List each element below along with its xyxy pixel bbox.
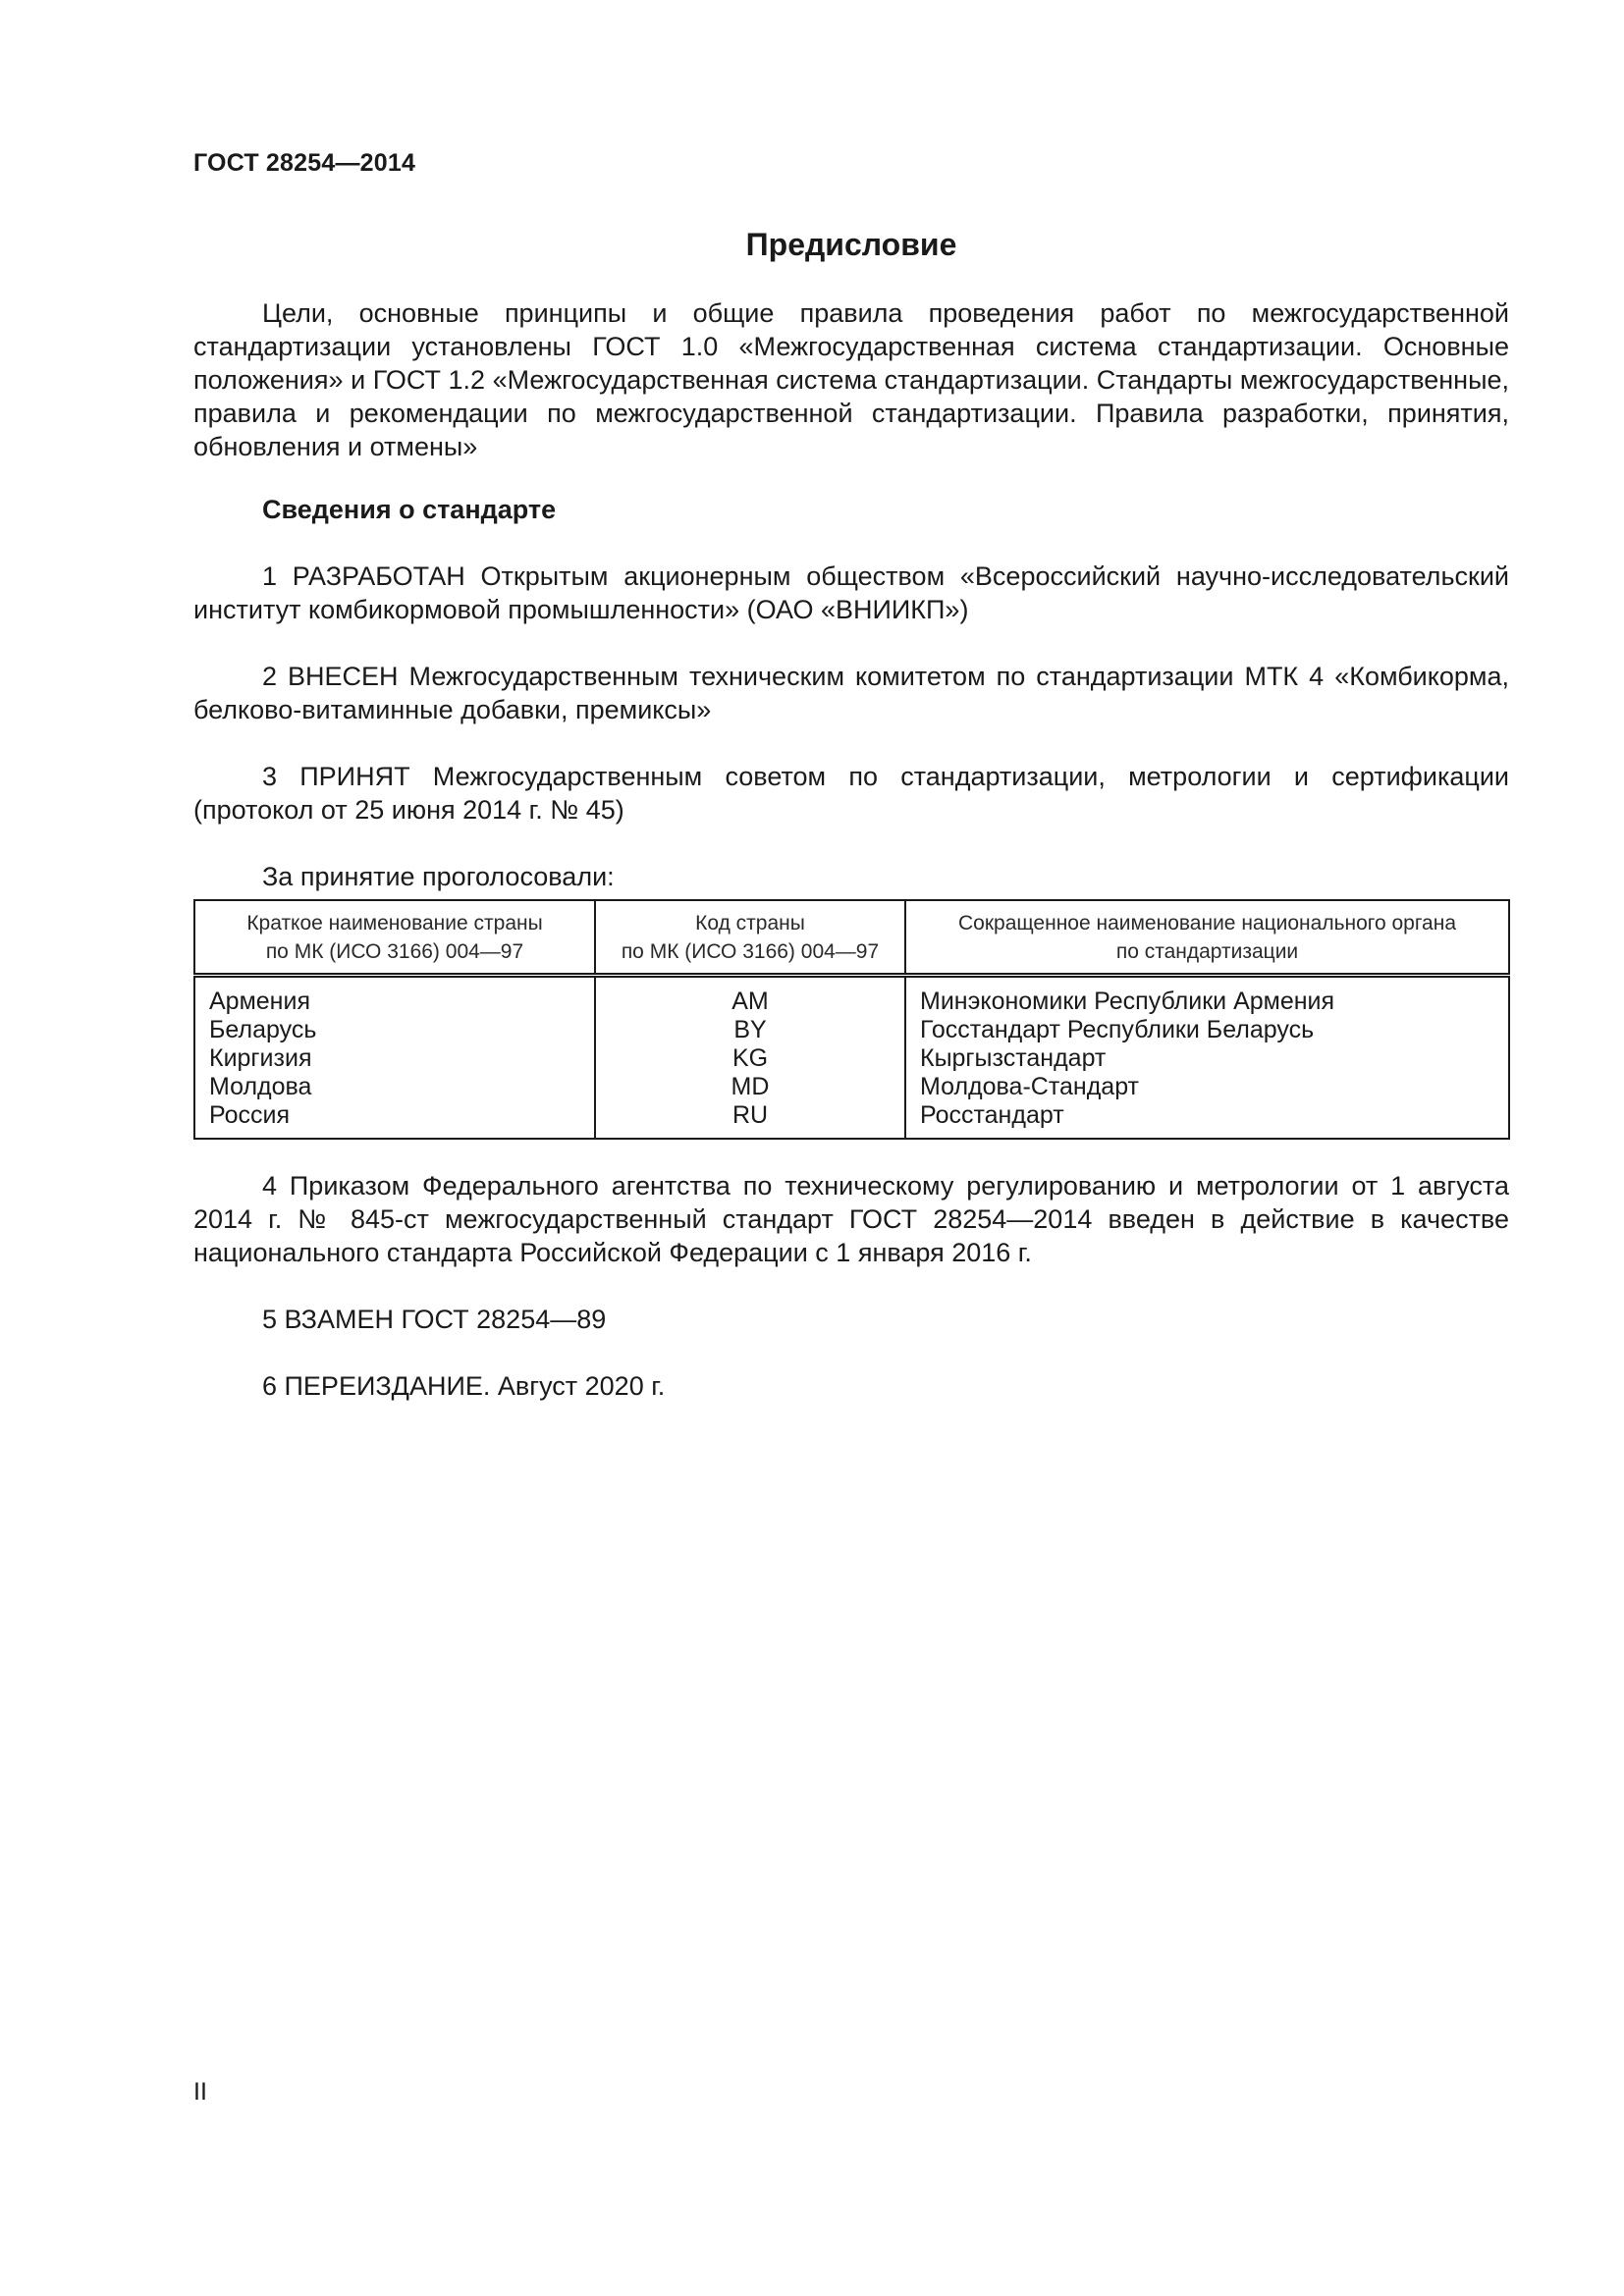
item-adopted: 3 ПРИНЯТ Межгосударственным советом по стандартизации, метрологии и сертификации (протокол от 25 июня 2014 г. № 45): [193, 762, 1509, 825]
country-name-cell: Беларусь: [194, 1016, 595, 1044]
header-line: Сокращенное наименование национального органа: [957, 912, 1457, 934]
item-developed: 1 РАЗРАБОТАН Открытым акционерным обществом «Всероссийский научно-исследовательский институт комбикормовой промышленности» (ОАО «ВНИИКП»): [193, 561, 1509, 624]
country-name-cell: Киргизия: [194, 1044, 595, 1073]
item-replaces: 5 ВЗАМЕН ГОСТ 28254—89: [262, 1305, 607, 1334]
header-line: по МК (ИСО 3166) 004—97: [621, 940, 880, 963]
country-code-cell: KG: [595, 1044, 905, 1073]
country-code-cell: RU: [595, 1101, 905, 1139]
national-body-cell: Росстандарт: [920, 1101, 1064, 1129]
item-reissue: 6 ПЕРЕИЗДАНИЕ. Август 2020 г.: [262, 1371, 666, 1401]
table-row: [194, 976, 1509, 1017]
header-country-code: [595, 900, 905, 976]
section-heading: Сведения о стандарте: [262, 495, 557, 524]
page-number: II: [193, 2078, 207, 2106]
country-code-cell: BY: [595, 1016, 905, 1044]
table-row: [194, 1044, 1509, 1073]
national-body-cell: Кыргызстандарт: [920, 1044, 1107, 1072]
country-name-cell: Россия: [194, 1101, 595, 1139]
item-order: 4 Приказом Федерального агентства по техническому регулированию и метрологии от 1 августа 2014 г. № 845-ст межгосударственный стандарт ГОСТ 28254—2014 введен в действие в качестве национального стандарта Российской Федерации с 1 января 2016 г.: [193, 1171, 1509, 1267]
header-country-name: [194, 900, 595, 976]
vote-caption: За принятие проголосовали:: [262, 862, 615, 891]
document-code: ГОСТ 28254—2014: [193, 149, 416, 177]
national-body-cell: Минэкономики Республики Армения: [920, 988, 1335, 1015]
table-row: [194, 1016, 1509, 1044]
item-submitted: 2 ВНЕСЕН Межгосударственным техническим комитетом по стандартизации МТК 4 «Комбикорма, белково-витаминные добавки, премиксы»: [193, 662, 1509, 724]
table-row: [194, 1073, 1509, 1101]
national-body-cell: Госстандарт Республики Беларусь: [920, 1016, 1315, 1043]
country-name-cell: Армения: [194, 976, 595, 1017]
country-name-cell: Молдова: [194, 1073, 595, 1101]
voting-countries-table: [193, 899, 1510, 1140]
header-national-body: [905, 900, 1509, 976]
intro-paragraph: Цели, основные принципы и общие правила проведения работ по межгосударственной стандартизации установлены ГОСТ 1.0 «Межгосударственная система стандартизации. Основные положения» и ГОСТ 1.2 «Межгосударственная система стандартизации. Стандарты межгосударственные, правила и рекомендации по межгосударственной стандартизации. Правила разработки, принятия, обновления и отмены»: [193, 298, 1509, 461]
table-header-row: [194, 900, 1509, 976]
national-body-cell: Молдова-Стандарт: [920, 1073, 1139, 1100]
country-code-cell: AM: [595, 976, 905, 1017]
table-row: [194, 1101, 1509, 1139]
header-line: по стандартизации: [1115, 940, 1299, 963]
header-line: Краткое наименование страны: [246, 912, 543, 934]
page-title: Предисловие: [745, 227, 957, 262]
header-line: по МК (ИСО 3166) 004—97: [265, 940, 524, 963]
country-code-cell: MD: [595, 1073, 905, 1101]
header-line: Код страны: [695, 912, 805, 934]
document-body: [193, 296, 1509, 1436]
